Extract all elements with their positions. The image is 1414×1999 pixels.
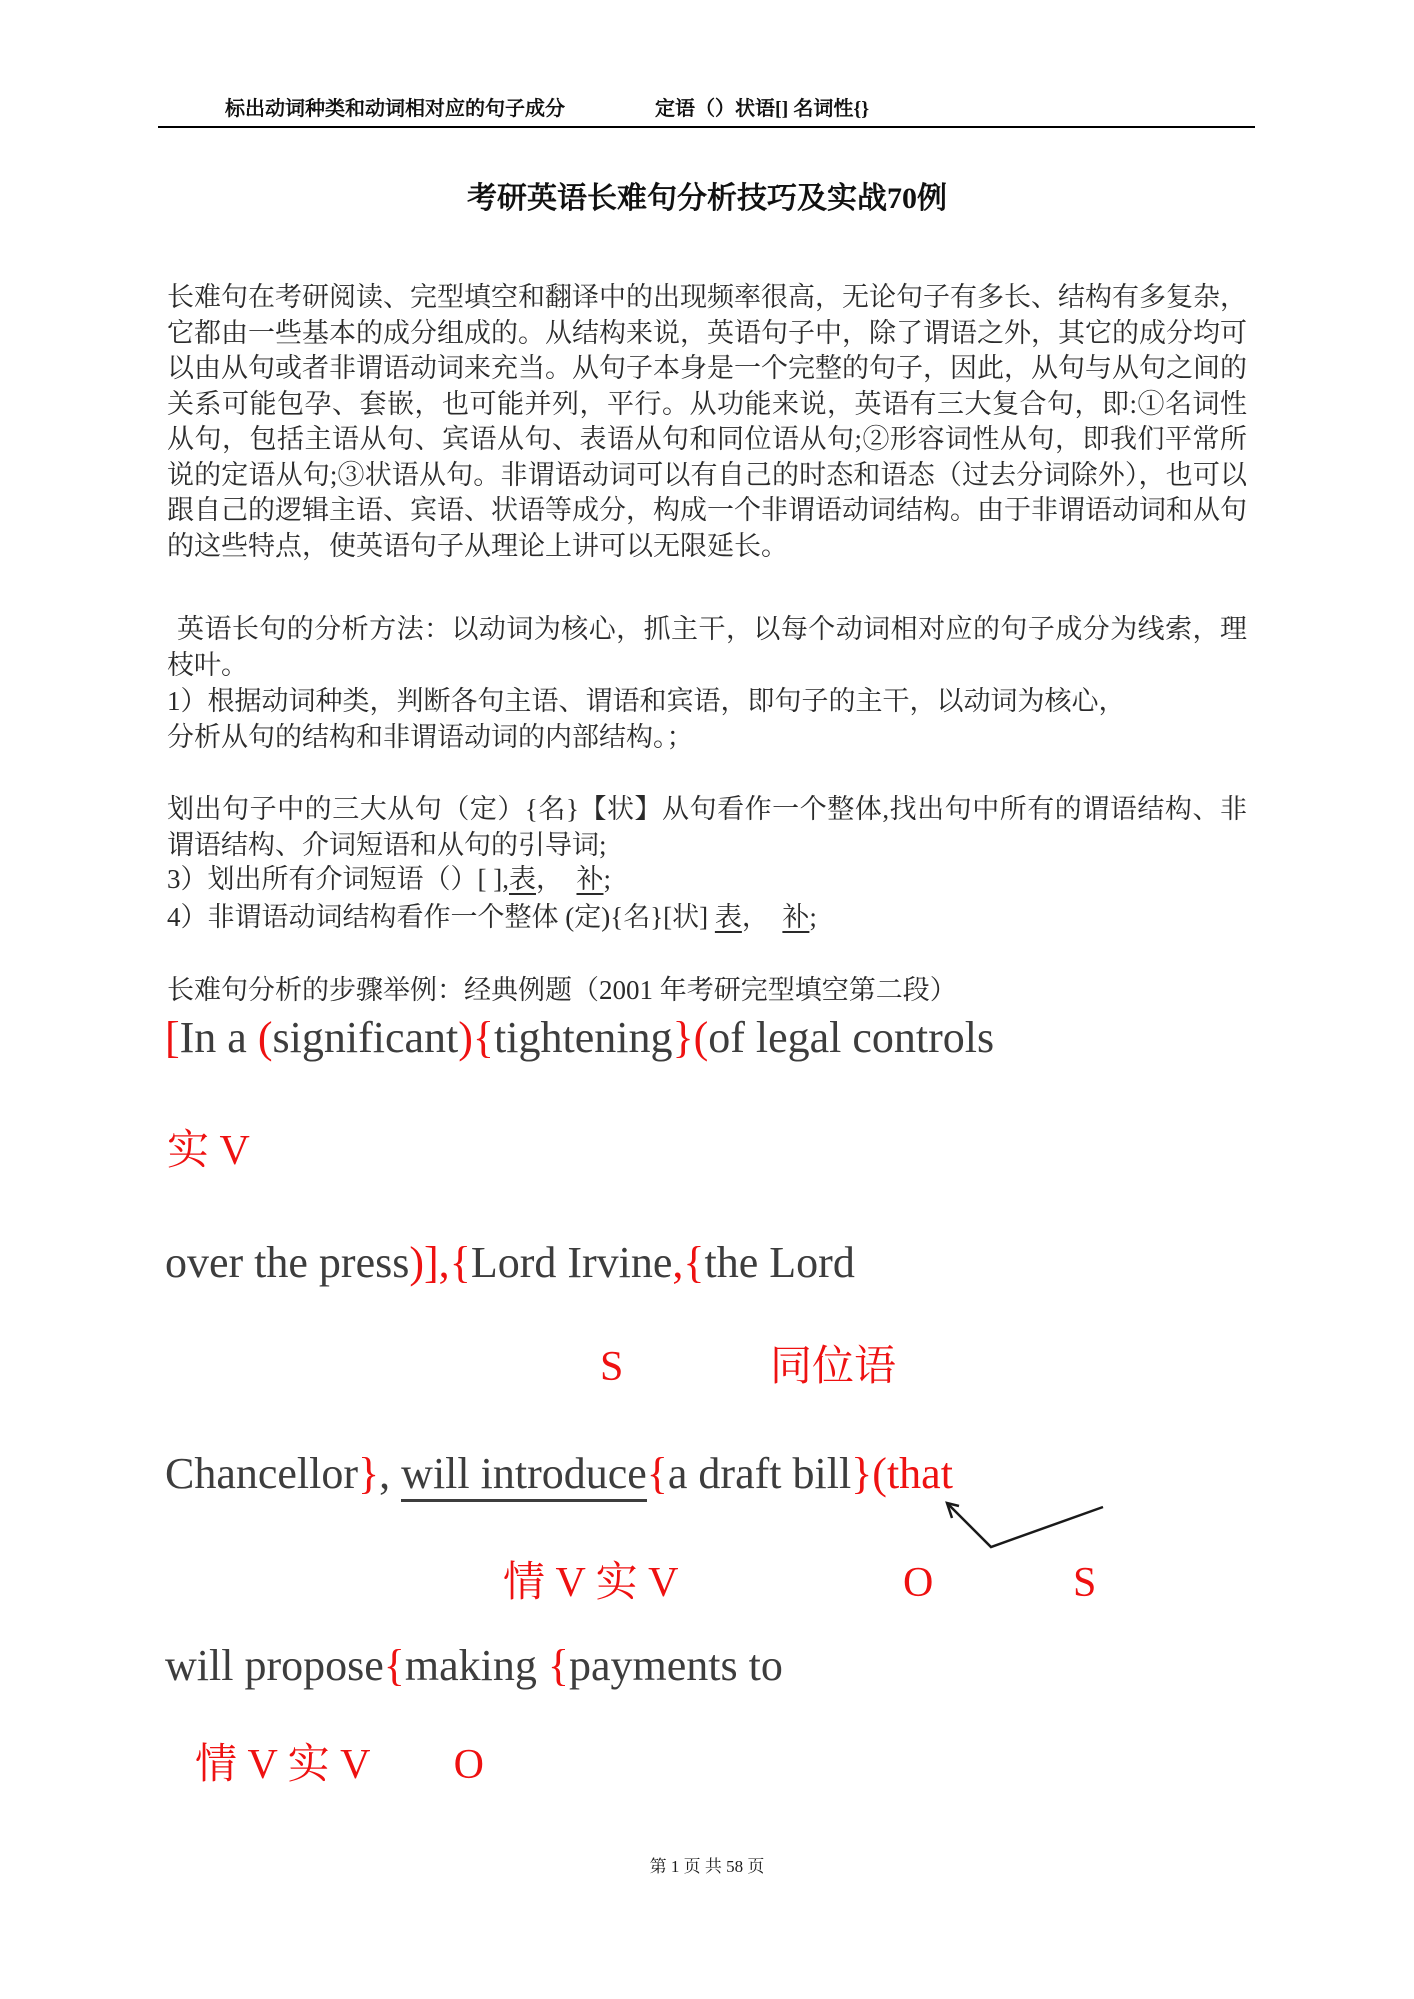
step-1	[167, 684, 1267, 755]
example-caption: 长难句分析的步骤举例：经典例题（2001 年考研完型填空第二段）	[167, 975, 957, 1005]
step-1-line-1: 1）根据动词种类，判断各句主语、谓语和宾语，即句子的主干，以动词为核心，	[167, 686, 1126, 716]
page-title: 考研英语长难句分析技巧及实战70例	[467, 182, 947, 215]
header-divider	[158, 126, 1255, 128]
reference-arrow	[933, 1495, 1113, 1555]
intro-paragraph: 长难句在考研阅读、完型填空和翻译中的出现频率很高，无论句子有多长、结构有多复杂，它都由一些基本的成分组成的。从结构来说，英语句子中，除了谓语之外，其它的成分均可以由从句或者非谓语动词来充当。从句子本身是一个完整的句子，因此，从句与从句之间的关系可能包孕、套嵌，也可能并列，平行。从功能来说，英语有三大复合句，即:①名词性从句，包括主语从句、宾语从句、表语从句和同位语从句;②形容词性从句，即我们平常所说的定语从句;③状语从句。非谓语动词可以有自己的时态和语态（过去分词除外），也可以跟自己的逻辑主语、宾语、状语等成分，构成一个非谓语动词结构。由于非谓语动词和从句的这些特点，使英语句子从理论上讲可以无限延长。	[167, 282, 1247, 561]
annotation-qing-v-shi-v: 情 V 实 V	[503, 1560, 679, 1606]
method-paragraph: 英语长句的分析方法：以动词为核心，抓主干，以每个动词相对应的句子成分为线索，理枝叶。	[167, 614, 1247, 680]
sentence-line-3: Chancellor}, will introduce{a draft bill}(that	[165, 1448, 953, 1500]
annotation-o: O	[903, 1560, 934, 1606]
annotation-s-mid: S	[600, 1344, 624, 1390]
sentence-line-1: [In a (significant){tightening}(of legal controls	[165, 1013, 995, 1062]
page-number: 第 1 页 共 58 页	[649, 1857, 765, 1876]
step-1-line-2: 分析从句的结构和非谓语动词的内部结构。；	[167, 721, 694, 752]
step-4: 4）非谓语动词结构看作一个整体 (定){名}[状] 表， 补;	[167, 902, 817, 932]
sentence-line-2: over the press)],{Lord Irvine,{the Lord	[165, 1238, 855, 1287]
annotation-tongweiyu: 同位语	[770, 1344, 897, 1390]
sentence-line-4: will propose{making {payments to	[165, 1641, 783, 1690]
header-left-note: 标出动词种类和动词相对应的句子成分	[225, 98, 565, 120]
annotation-bottom: 情 V 实 V O	[195, 1742, 484, 1788]
annotation-shi-v: 实 V	[167, 1128, 250, 1174]
header-right-note: 定语（）状语[] 名词性{}	[655, 98, 870, 120]
step-3: 3）划出所有介词短语（）[ ],表， 补;	[167, 864, 611, 894]
annotation-s-right: S	[1073, 1560, 1097, 1606]
step-2: 划出句子中的三大从句（定）{名}【状】从句看作一个整体,找出句中所有的谓语结构、非谓语结构、介词短语和从句的引导词;	[167, 794, 1247, 860]
